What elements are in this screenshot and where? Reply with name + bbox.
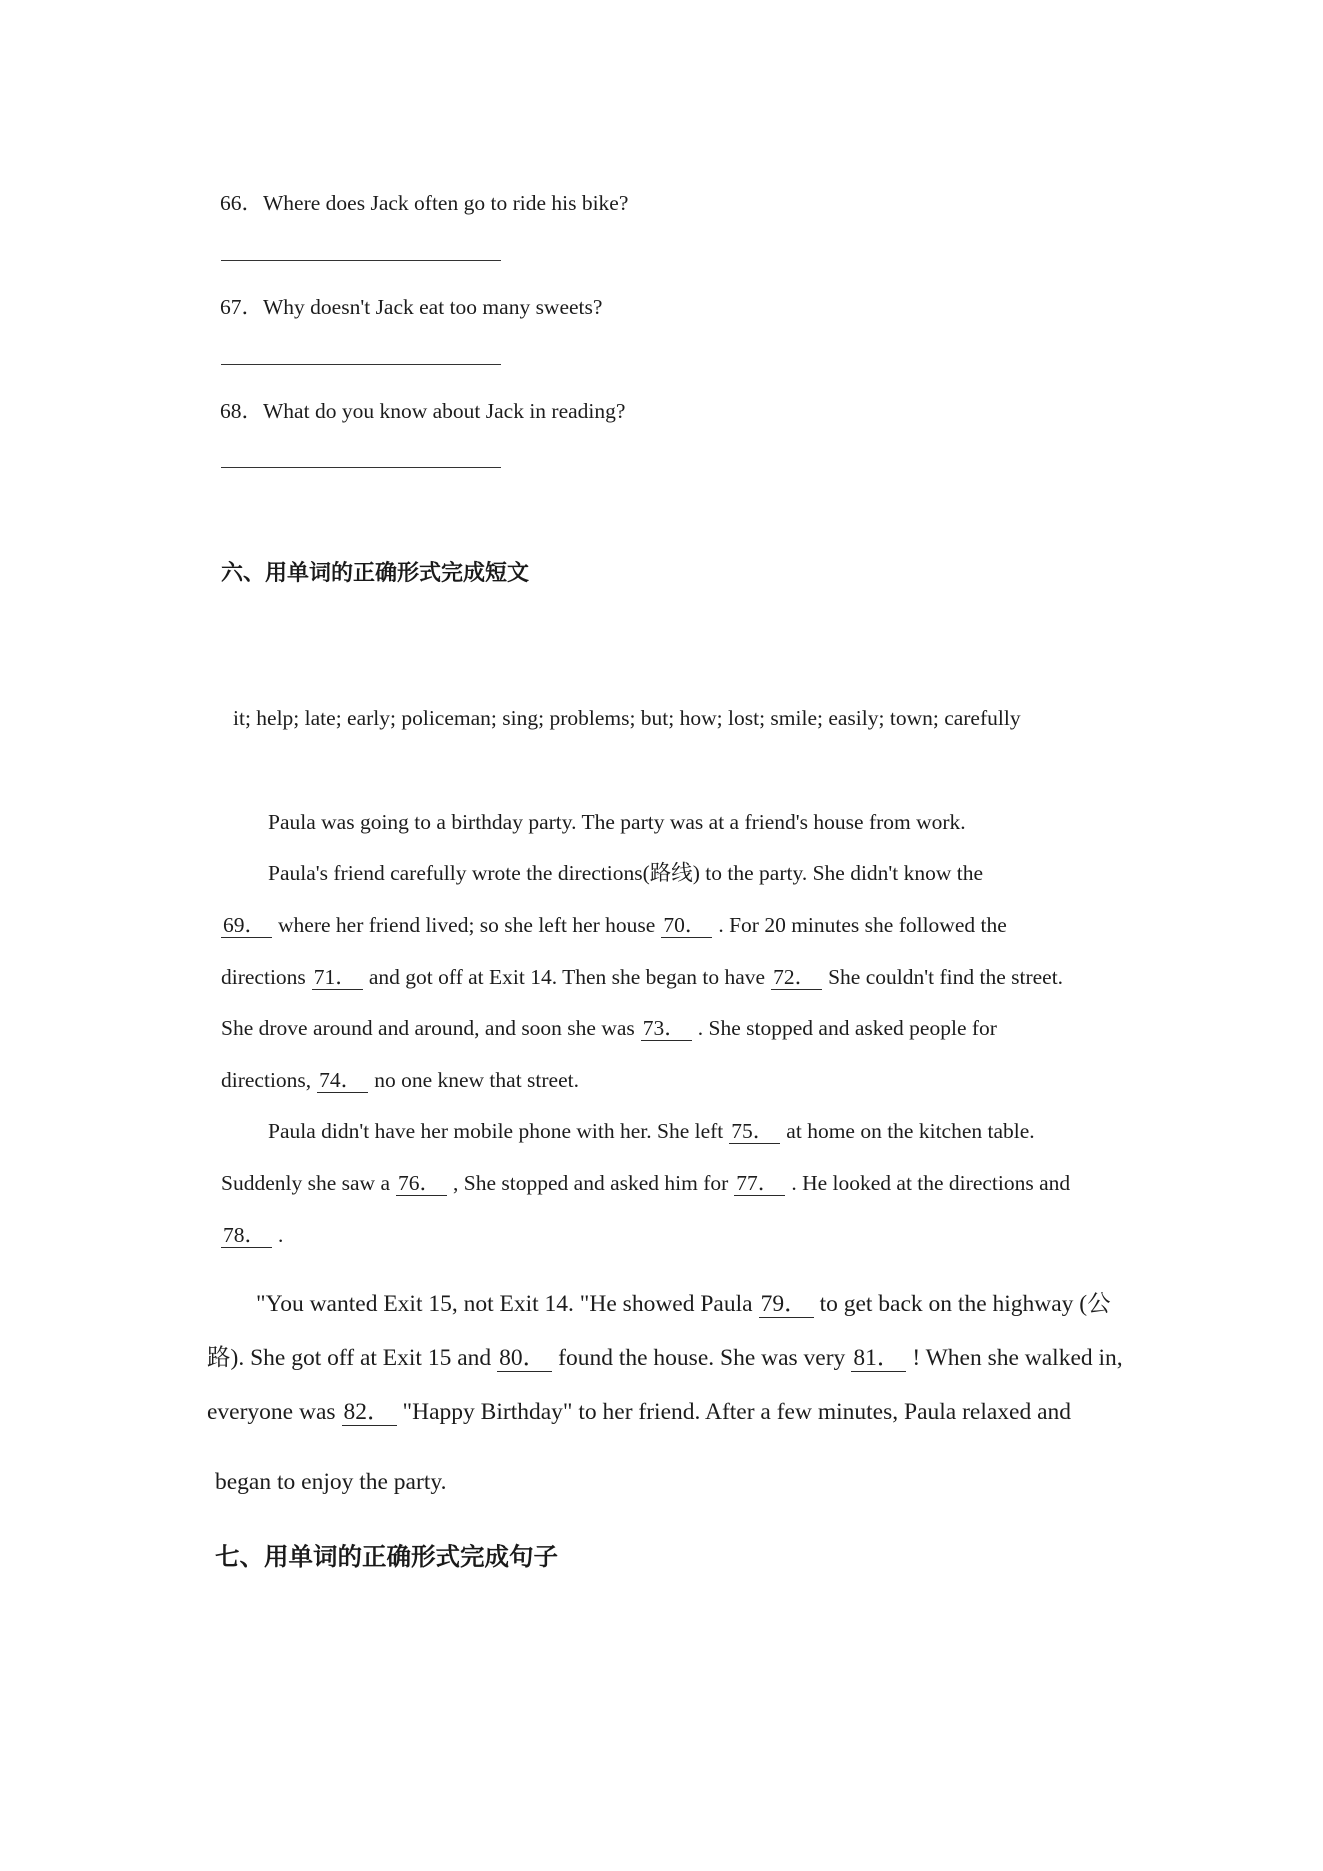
question-number: 67． — [220, 295, 264, 319]
passage-text: directions — [221, 965, 306, 989]
answer-line-67[interactable] — [221, 364, 501, 365]
passage-text: Paula didn't have her mobile phone with her. She left — [268, 1119, 724, 1143]
passage-text: . — [278, 1223, 284, 1247]
answer-line-68[interactable] — [221, 467, 501, 468]
blank-81[interactable]: 81． — [851, 1346, 906, 1372]
blank-74[interactable]: 74． — [317, 1069, 368, 1093]
blank-70[interactable]: 70． — [661, 914, 712, 938]
blank-82[interactable]: 82． — [342, 1400, 397, 1426]
passage-line — [221, 1069, 579, 1093]
question-67 — [220, 290, 602, 321]
question-number: 66． — [220, 191, 264, 215]
passage-text: "You wanted Exit 15, not Exit 14. "He showed Paula — [256, 1291, 753, 1317]
passage-text: ! When she walked in, — [912, 1345, 1123, 1371]
blank-69[interactable]: 69． — [221, 914, 272, 938]
passage-text: She couldn't find the street. — [828, 965, 1064, 989]
passage-text: found the house. She was very — [558, 1345, 846, 1371]
passage-text: Suddenly she saw a — [221, 1171, 390, 1195]
answer-line-66[interactable] — [221, 260, 501, 261]
blank-79[interactable]: 79． — [759, 1292, 814, 1318]
blank-77[interactable]: 77． — [734, 1172, 785, 1196]
passage-line — [268, 1120, 1035, 1144]
passage-text: . For 20 minutes she followed the — [718, 913, 1007, 937]
word-bank: it; help; late; early; policeman; sing; problems; but; how; lost; smile; easily; town; carefully — [233, 706, 1021, 730]
blank-80[interactable]: 80． — [497, 1346, 552, 1372]
passage-text: . She stopped and asked people for — [697, 1016, 997, 1040]
passage-text: no one knew that street. — [374, 1068, 579, 1092]
passage-line: Paula was going to a birthday party. The party was at a friend's house from work. — [268, 810, 966, 834]
passage-text: where her friend lived; so she left her house — [278, 913, 656, 937]
passage-text: . He looked at the directions and — [791, 1171, 1071, 1195]
passage-text: , She stopped and asked him for — [453, 1171, 729, 1195]
passage-line — [221, 914, 1007, 938]
passage-text: "Happy Birthday" to her friend. After a few minutes, Paula relaxed and — [402, 1399, 1072, 1425]
passage-line — [207, 1400, 1071, 1426]
passage-text: and got off at Exit 14. Then she began to have — [368, 965, 766, 989]
passage-text: everyone was — [207, 1399, 336, 1425]
blank-76[interactable]: 76． — [396, 1172, 447, 1196]
passage-line: Paula's friend carefully wrote the directions(路线) to the party. She didn't know the — [268, 861, 984, 885]
question-number: 68． — [220, 399, 264, 423]
passage-text: at home on the kitchen table. — [786, 1119, 1035, 1143]
blank-72[interactable]: 72． — [771, 966, 822, 990]
question-text: Where does Jack often go to ride his bike? — [263, 191, 629, 215]
passage-line: began to enjoy the party. — [215, 1469, 447, 1495]
passage-line — [207, 1346, 1123, 1372]
passage-text: to get back on the highway (公 — [819, 1291, 1111, 1317]
blank-71[interactable]: 71． — [312, 966, 363, 990]
passage-text: She drove around and around, and soon she was — [221, 1016, 635, 1040]
blank-73[interactable]: 73． — [641, 1017, 692, 1041]
passage-line — [221, 1017, 997, 1041]
passage-line — [256, 1292, 1111, 1318]
blank-78[interactable]: 78． — [221, 1224, 272, 1248]
passage-line — [221, 1224, 283, 1248]
section-6-title: 六、用单词的正确形式完成短文 — [221, 561, 530, 586]
question-text: What do you know about Jack in reading? — [263, 399, 626, 423]
question-68 — [220, 394, 625, 425]
passage-line — [221, 1172, 1070, 1196]
question-66 — [220, 186, 628, 217]
passage-text: directions, — [221, 1068, 312, 1092]
blank-75[interactable]: 75． — [729, 1120, 780, 1144]
question-text: Why doesn't Jack eat too many sweets? — [263, 295, 603, 319]
passage-line — [221, 966, 1063, 990]
section-7-title: 七、用单词的正确形式完成句子 — [215, 1542, 558, 1571]
passage-text: 路). She got off at Exit 15 and — [207, 1345, 492, 1371]
